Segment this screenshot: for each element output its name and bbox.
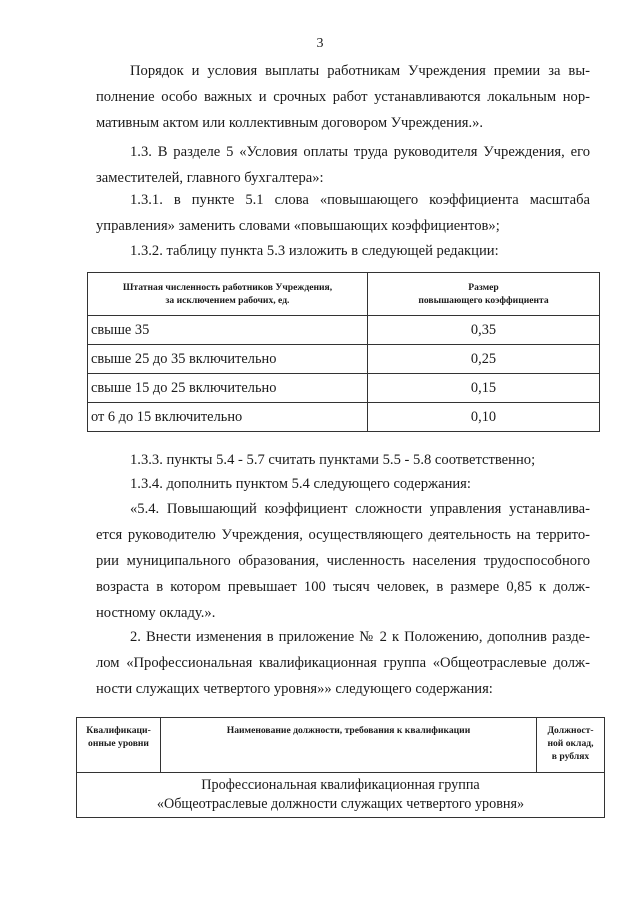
header-line: Размер xyxy=(468,282,499,293)
header-salary xyxy=(537,718,605,773)
text-line: лом «Профессиональная квалификационная группа «Общеотраслевые долж- xyxy=(96,655,590,671)
paragraph-1-3-1 xyxy=(96,187,590,239)
text-line: «5.4. Повышающий коэффициент сложности управления устанавлива- xyxy=(130,501,590,517)
header-line: онные уровни xyxy=(88,738,149,749)
text-line: ности служащих четвертого уровня»» следующего содержания: xyxy=(96,681,493,697)
paragraph-1-3-3 xyxy=(96,447,590,473)
text-line: ностному окладу.». xyxy=(96,605,216,621)
paragraph-1-3-2 xyxy=(96,238,590,264)
paragraph-premium-conditions xyxy=(96,58,590,136)
coefficient-cell: 0,15 xyxy=(368,374,600,403)
table-row xyxy=(88,374,600,403)
header-line: в рублях xyxy=(551,751,590,762)
text-line: ется руководителю Учреждения, осуществляющего деятельность на террито- xyxy=(96,527,590,543)
text-line: мативным актом или коллективным договором Учреждения.». xyxy=(96,115,484,131)
staff-range-cell: свыше 25 до 35 включительно xyxy=(88,345,368,374)
text-line: 1.3.1. в пункте 5.1 слова «повышающего коэффициента масштаба xyxy=(130,192,590,208)
header-line: за исключением рабочих, ед. xyxy=(165,295,290,306)
paragraph-2 xyxy=(96,624,590,702)
coefficient-cell: 0,35 xyxy=(368,316,600,345)
paragraph-5-4-quote xyxy=(96,496,590,626)
paragraph-1-3 xyxy=(96,139,590,191)
header-line: повышающего коэффициента xyxy=(418,295,549,306)
header-position-requirements: Наименование должности, требования к квалификации xyxy=(161,718,537,773)
text-line: 1.3.2. таблицу пункта 5.3 изложить в следующей редакции: xyxy=(130,243,499,259)
text-line: 2. Внести изменения в приложение № 2 к Положению, дополнив разде- xyxy=(130,629,590,645)
header-line: Должност- xyxy=(547,725,594,736)
text-line: полнение особо важных и срочных работ устанавливаются локальным нор- xyxy=(96,89,590,105)
header-staff-count xyxy=(88,273,368,316)
header-line: ной оклад, xyxy=(547,738,594,749)
table-header-row xyxy=(88,273,600,316)
text-line: возраста в котором превышает 100 тысяч человек, в размере 0,85 к долж- xyxy=(96,579,590,595)
text-line: 1.3.4. дополнить пунктом 5.4 следующего содержания: xyxy=(130,476,471,492)
header-line: Штатная численность работников Учреждения, xyxy=(122,282,333,293)
group-line: Профессиональная квалификационная группа xyxy=(201,777,480,793)
text-line: 1.3. В разделе 5 «Условия оплаты труда руководителя Учреждения, его xyxy=(130,144,590,160)
staff-range-cell: свыше 35 xyxy=(88,316,368,345)
table-header-row xyxy=(77,718,605,773)
text-line: рии муниципального образования, численность населения трудоспособного xyxy=(96,553,590,569)
coefficient-table xyxy=(87,272,600,432)
qualification-table xyxy=(76,717,605,818)
page-number: 3 xyxy=(316,36,324,51)
text-line: заместителей, главного бухгалтера»: xyxy=(96,170,324,186)
header-qualification-levels xyxy=(77,718,161,773)
staff-range-cell: от 6 до 15 включительно xyxy=(88,403,368,432)
coefficient-cell: 0,25 xyxy=(368,345,600,374)
header-coefficient xyxy=(368,273,600,316)
staff-range-cell: свыше 15 до 25 включительно xyxy=(88,374,368,403)
table-row xyxy=(88,403,600,432)
table-row xyxy=(77,773,605,818)
paragraph-1-3-4 xyxy=(96,471,590,497)
qualification-group-cell xyxy=(77,773,605,818)
table-row xyxy=(88,345,600,374)
coefficient-cell: 0,10 xyxy=(368,403,600,432)
text-line: Порядок и условия выплаты работникам Учреждения премии за вы- xyxy=(130,63,590,79)
text-line: управления» заменить словами «повышающих коэффициентов»; xyxy=(96,218,500,234)
table-row xyxy=(88,316,600,345)
header-line: Квалификаци- xyxy=(86,725,151,736)
text-line: 1.3.3. пункты 5.4 - 5.7 считать пунктами 5.5 - 5.8 соответственно; xyxy=(130,452,536,468)
group-line: «Общеотраслевые должности служащих четвертого уровня» xyxy=(156,796,525,812)
